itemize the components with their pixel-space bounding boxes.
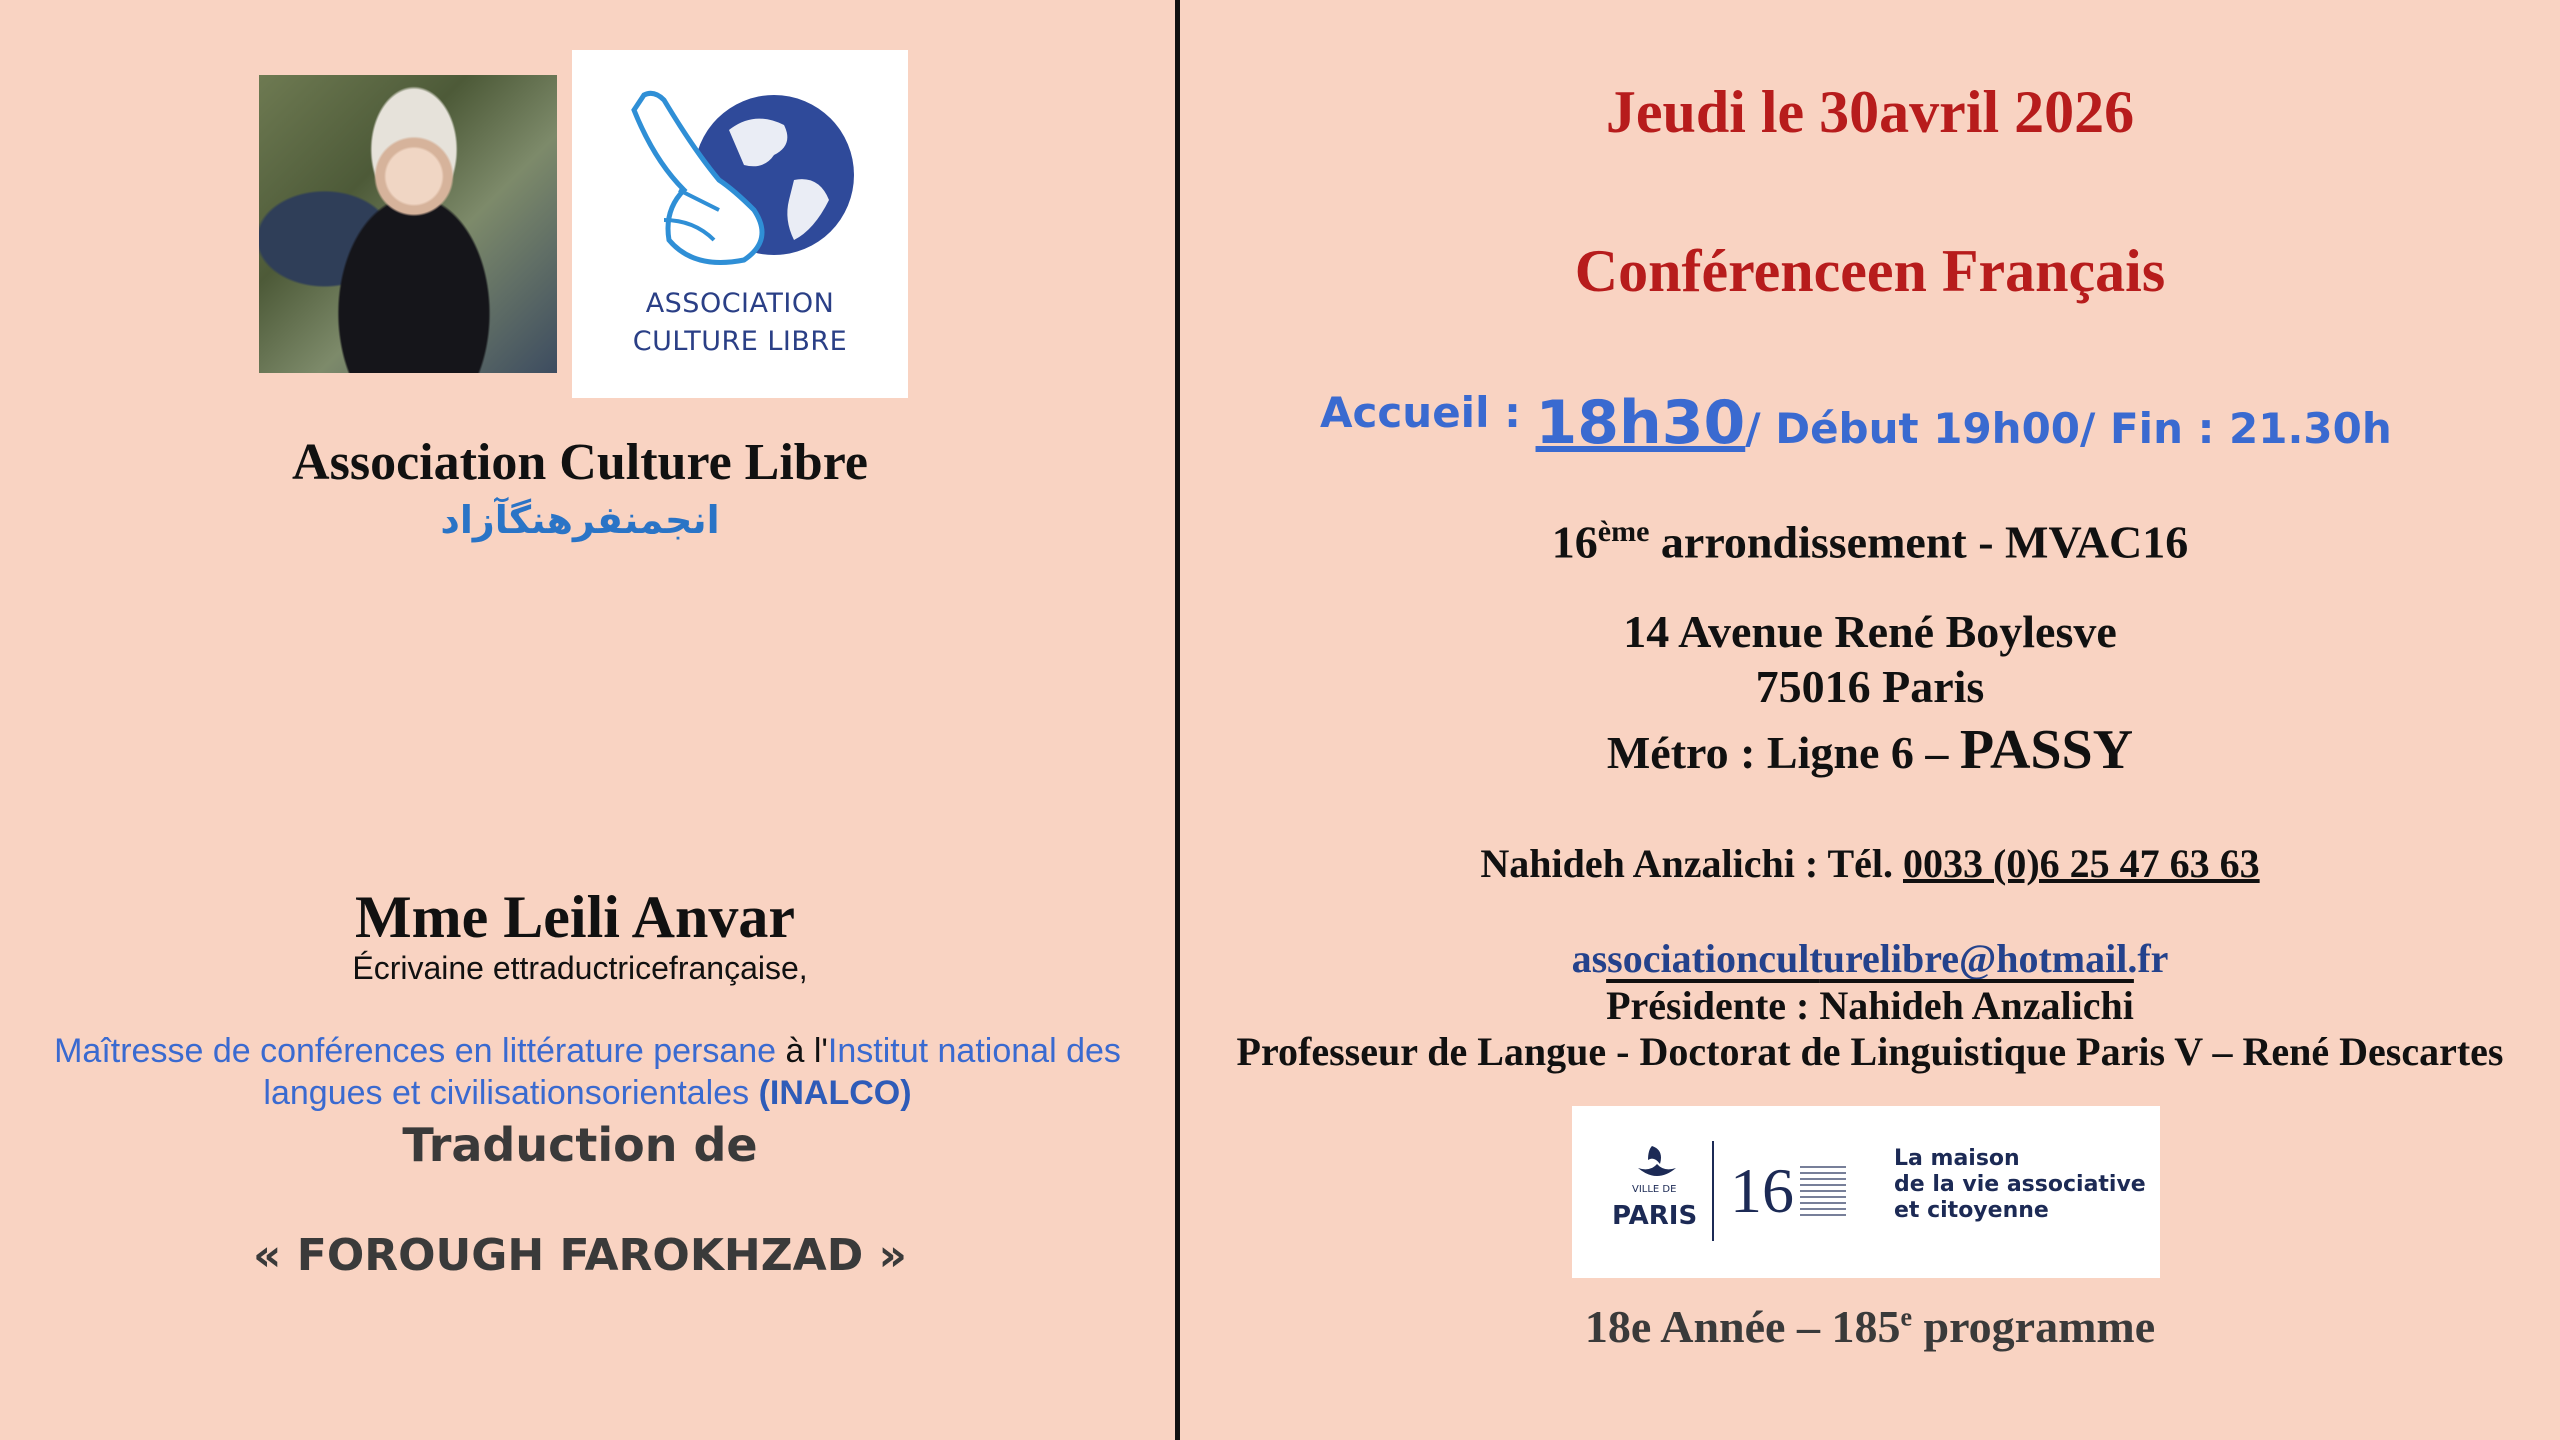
mvac-text-line-3: et citoyenne bbox=[1894, 1198, 2049, 1223]
mvac-number: 16 bbox=[1730, 1155, 1794, 1226]
speaker-affiliation bbox=[0, 1030, 1175, 1114]
contact-line bbox=[1180, 840, 2560, 887]
presidente-label: Présidente : bbox=[1606, 983, 1820, 1028]
schedule-rest: / Début 19h00/ Fin : 21.30h bbox=[1745, 404, 2392, 453]
mvac-ville-label: VILLE DE bbox=[1632, 1184, 1677, 1195]
association-name-persian: انجمنفرهنگآزاد bbox=[440, 498, 720, 542]
event-schedule bbox=[1320, 388, 2392, 458]
mvac-fine-print bbox=[1800, 1166, 1846, 1216]
address-city: 75016 Paris bbox=[1755, 661, 1985, 712]
speaker-photo bbox=[259, 75, 557, 373]
association-logo bbox=[572, 50, 908, 398]
mvac-separator bbox=[1712, 1141, 1714, 1241]
affiliation-part-2: Institut national des bbox=[827, 1032, 1121, 1070]
mvac-logo bbox=[1572, 1106, 2160, 1278]
traduction-heading: Traduction de bbox=[402, 1118, 758, 1172]
logo-text-line-1: ASSOCIATION bbox=[645, 288, 835, 319]
arrondissement-suffix: ème bbox=[1597, 515, 1650, 548]
work-title: « FOROUGH FAROKHZAD » bbox=[253, 1230, 907, 1281]
affiliation-part-3: langues et civilisationsorientales bbox=[263, 1074, 759, 1112]
affiliation-part-1: Maîtresse de conférences en littérature persane bbox=[54, 1032, 786, 1070]
program-suffix: e bbox=[1900, 1302, 1912, 1332]
event-language: Conférenceen Français bbox=[1574, 238, 2166, 304]
association-name: Association Culture Libre bbox=[292, 434, 868, 491]
speaker-name: Mme Leili Anvar bbox=[355, 884, 795, 950]
address-street: 14 Avenue René Boylesve bbox=[1623, 606, 2117, 657]
logo-text-line-2: CULTURE LIBRE bbox=[632, 326, 848, 357]
mvac-paris-label: PARIS bbox=[1612, 1201, 1698, 1231]
arrondissement-line bbox=[1180, 515, 2560, 568]
contact-name: Nahideh Anzalichi : Tél. bbox=[1480, 841, 1903, 886]
mvac-text-line-1: La maison bbox=[1894, 1146, 2020, 1171]
presidente-line bbox=[1180, 982, 2560, 1029]
arrondissement-number: 16 bbox=[1551, 516, 1598, 568]
accueil-label: Accueil : bbox=[1320, 388, 1536, 437]
affiliation-inalco: (INALCO) bbox=[758, 1074, 912, 1112]
metro-station: PASSY bbox=[1959, 719, 2134, 781]
accueil-time: 18h30 bbox=[1535, 388, 1746, 458]
presidente-name: Nahideh Anzalichi bbox=[1819, 983, 2134, 1028]
program-year: 18e Année – 185 bbox=[1584, 1301, 1901, 1352]
mvac-text bbox=[1894, 1146, 2146, 1224]
arrondissement-rest: arrondissement - MVAC16 bbox=[1649, 516, 2189, 568]
mvac-text-line-2: de la vie associative bbox=[1894, 1172, 2146, 1197]
paris-ship-icon bbox=[1634, 1142, 1680, 1184]
dove-globe-icon bbox=[624, 70, 856, 310]
professeur-line: Professeur de Langue - Doctorat de Linguistique Paris V – René Descartes bbox=[1236, 1029, 2504, 1074]
program-label: programme bbox=[1912, 1301, 2156, 1352]
affiliation-connector: à l' bbox=[785, 1032, 828, 1070]
metro-label: Métro : Ligne 6 – bbox=[1606, 727, 1960, 778]
event-date: Jeudi le 30avril 2026 bbox=[1605, 79, 2135, 145]
speaker-subtitle: Écrivaine ettraductricefrançaise, bbox=[352, 950, 808, 986]
contact-email[interactable]: associationculturelibre@hotmail.fr bbox=[1571, 936, 2169, 981]
contact-phone[interactable]: 0033 (0)6 25 47 63 63 bbox=[1903, 841, 2260, 886]
program-year-line bbox=[1180, 1300, 2560, 1353]
metro-line bbox=[1180, 718, 2560, 782]
